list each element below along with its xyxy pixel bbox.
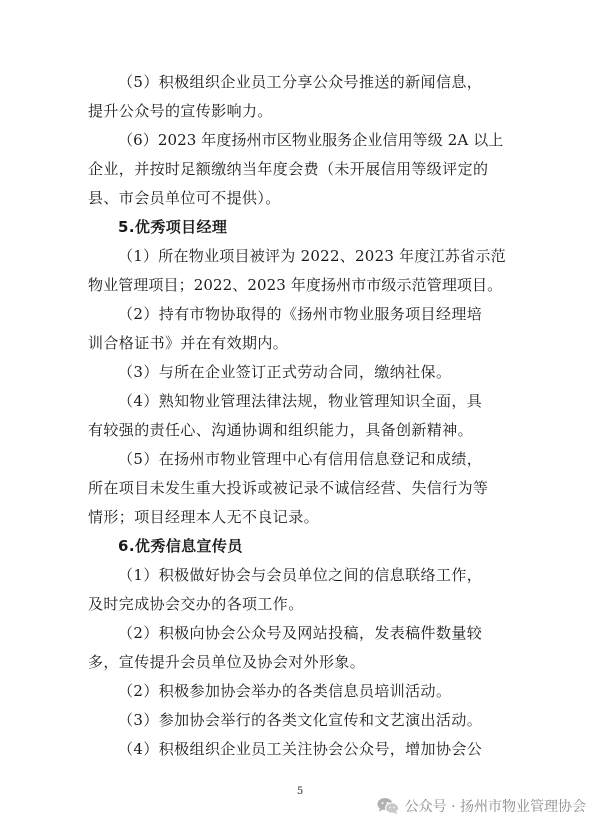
section-heading-project-manager: 5.优秀项目经理 [118,218,228,236]
list-item [88,300,506,358]
text-line: （1）所在物业项目被评为 2022、2023 年度江苏省示范 [118,247,506,265]
list-item [88,445,506,532]
watermark-text: 公众号 · 扬州市物业管理协会 [404,799,586,815]
text-line: （5）积极组织企业员工分享公众号推送的新闻信息， [118,73,483,91]
text-line: 提升公众号的宣传影响力。 [88,102,273,120]
text-line: 训合格证书》并在有效期内。 [88,334,289,352]
list-item [88,387,506,445]
text-line: （1）积极做好协会与会员单位之间的信息联络工作， [118,566,483,584]
list-item [88,735,506,764]
wechat-icon [377,797,399,815]
text-line: 情形；项目经理本人无不良记录。 [88,508,320,526]
section-heading-info-publicist: 6.优秀信息宣传员 [118,537,243,555]
text-line: 所在项目未发生重大投诉或被记录不诚信经营、失信行为等 [88,479,489,497]
watermark [377,796,586,816]
criteria-item-6 [88,126,506,213]
text-line: （2）持有市物协取得的《扬州市物业服务项目经理培 [118,305,483,323]
list-item [88,358,506,387]
section5-items [88,242,506,532]
text-line: 企业，并按时足额缴纳当年度会费（未开展信用等级评定的 [88,160,489,178]
list-item [88,706,506,735]
text-line: （2）积极参加协会举办的各类信息员培训活动。 [118,682,452,700]
list-item [88,561,506,619]
text-line: 物业管理项目；2022、2023 年度扬州市市级示范管理项目。 [88,276,503,294]
text-line: 及时完成协会交办的各项工作。 [88,595,304,613]
text-line: （3）参加协会举行的各类文化宣传和文艺演出活动。 [118,711,483,729]
text-line: （5）在扬州市物业管理中心有信用信息登记和成绩， [118,450,483,468]
text-line: 县、市会员单位可不提供）。 [88,189,281,207]
section6-items [88,561,506,764]
text-line: （3）与所在企业签订正式劳动合同，缴纳社保。 [118,363,452,381]
text-line: （6）2023 年度扬州市区物业服务企业信用等级 2A 以上 [118,131,504,149]
list-item [88,242,506,300]
page-number: 5 [296,786,304,797]
text-line: 多，宣传提升会员单位及协会对外形象。 [88,653,366,671]
list-item [88,677,506,706]
document-body [88,68,506,764]
text-line: （2）积极向协会公众号及网站投稿，发表稿件数量较 [118,624,483,642]
criteria-item-5 [88,68,506,126]
text-line: （4）积极组织企业员工关注协会公众号，增加协会公 [118,740,483,758]
text-line: 有较强的责任心、沟通协调和组织能力，具备创新精神。 [88,421,474,439]
text-line: （4）熟知物业管理法律法规，物业管理知识全面，具 [118,392,483,410]
list-item [88,619,506,677]
